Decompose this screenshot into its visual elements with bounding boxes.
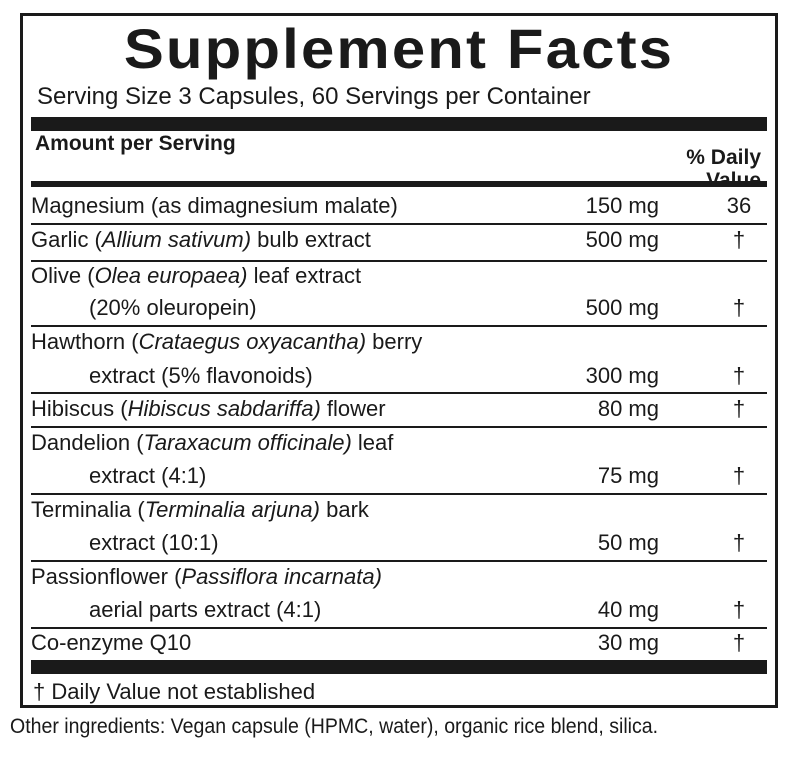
header-amount-per-serving: Amount per Serving: [35, 132, 236, 155]
ingredient-amount: 300 mg: [585, 363, 659, 388]
ingredient-amount: 40 mg: [597, 597, 659, 622]
ingredient-name: Passionflower (Passiflora incarnata): [31, 564, 382, 589]
ingredient-dv: †: [732, 227, 746, 252]
ingredient-name: Dandelion (Taraxacum officinale) leaf: [31, 430, 394, 455]
ingredient-name: Hawthorn (Crataegus oxyacantha) berry: [31, 329, 423, 354]
ingredient-dv: †: [732, 295, 746, 320]
ingredient-name: Magnesium (as dimagnesium malate): [31, 193, 398, 218]
ingredient-detail: extract (5% flavonoids): [89, 363, 313, 388]
ingredient-dv: †: [732, 530, 746, 555]
ingredient-amount: 500 mg: [585, 227, 659, 252]
ingredient-detail: aerial parts extract (4:1): [89, 597, 322, 622]
other-ingredients: Other ingredients: Vegan capsule (HPMC, water), organic rice blend, silica.: [10, 715, 659, 738]
ingredient-dv: †: [732, 396, 746, 421]
ingredient-amount: 50 mg: [597, 530, 659, 555]
ingredient-dv: †: [732, 363, 746, 388]
ingredient-name: Co-enzyme Q10: [31, 630, 192, 655]
ingredient-amount: 75 mg: [597, 463, 659, 488]
ingredient-amount: 500 mg: [585, 295, 659, 320]
ingredient-amount: 80 mg: [597, 396, 659, 421]
ingredient-dv: 36: [726, 193, 752, 218]
ingredient-detail: extract (4:1): [89, 463, 207, 488]
divider-thick-bottom: [31, 660, 767, 674]
supplement-facts-panel: [20, 13, 778, 708]
ingredient-dv: †: [732, 463, 746, 488]
divider-header: [31, 181, 767, 187]
panel-title: Supplement Facts: [123, 17, 675, 80]
ingredient-name: Garlic (Allium sativum) bulb extract: [31, 227, 371, 252]
ingredient-name: Olive (Olea europaea) leaf extract: [31, 263, 362, 288]
ingredient-name: Terminalia (Terminalia arjuna) bark: [31, 497, 369, 522]
ingredient-detail: extract (10:1): [89, 530, 219, 555]
ingredient-dv: †: [732, 597, 746, 622]
ingredient-detail: (20% oleuropein): [89, 295, 257, 320]
ingredient-amount: 150 mg: [585, 193, 659, 218]
footnote-daily-value: † Daily Value not established: [33, 679, 316, 704]
serving-info: Serving Size 3 Capsules, 60 Servings per Container: [37, 83, 591, 110]
header-daily-value-line1: % Daily: [686, 146, 761, 169]
divider-thick-top: [31, 117, 767, 131]
ingredient-amount: 30 mg: [597, 630, 659, 655]
ingredient-name: Hibiscus (Hibiscus sabdariffa) flower: [31, 396, 386, 421]
ingredient-dv: †: [732, 630, 746, 655]
